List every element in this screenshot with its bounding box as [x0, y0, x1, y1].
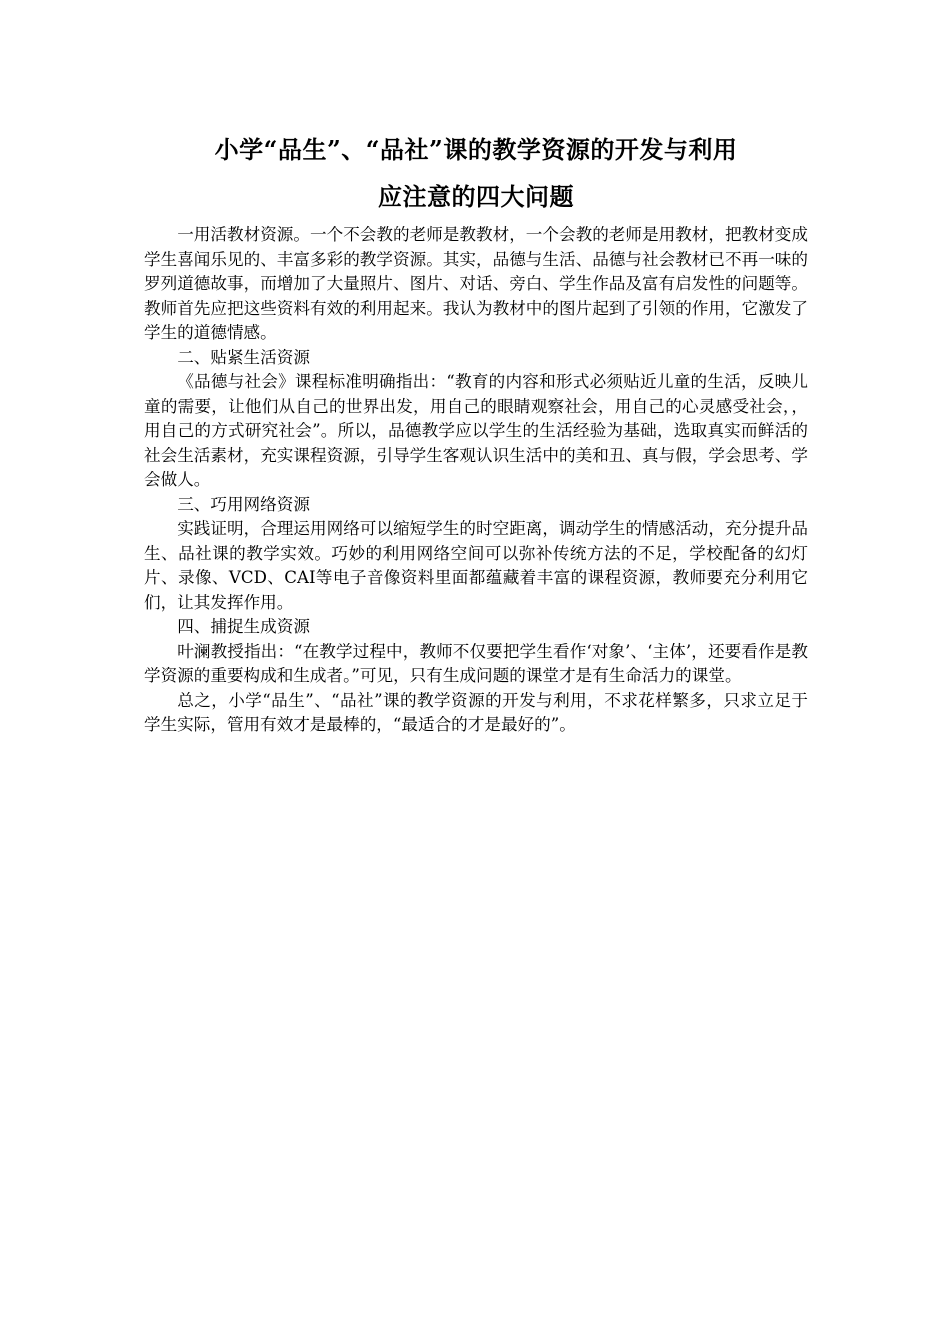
section-heading-2: 二、贴紧生活资源 [177, 347, 310, 367]
paragraph-3: 实践证明，合理运用网络可以缩短学生的时空距离，调动学生的情感活动，充分提升品生、品社课的教学实效。巧妙的利用网络空间可以弥补传统方法的不足，学校配备的幻灯片、录像、VCD、CAI等电子音像资料里面都蕴藏着丰富的课程资源，教师要充分利用它们，让其发挥作用。 [144, 519, 808, 612]
paragraph-conclusion: 总之，小学“品生”、“品社”课的教学资源的开发与利用，不求花样繁多，只求立足于学生实际，管用有效才是最棒的，“最适合的才是最好的”。 [144, 690, 808, 734]
paragraph-1: 一用活教材资源。一个不会教的老师是教教材，一个会教的老师是用教材，把教材变成学生喜闻乐见的、丰富多彩的教学资源。其实，品德与生活、品德与社会教材已不再一味的罗列道德故事，而增加了大量照片、图片、对话、旁白、学生作品及富有启发性的问题等。教师首先应把这些资料有效的利用起来。我认为教材中的图片起到了引领的作用，它激发了学生的道德情感。 [144, 225, 808, 342]
section-heading-3: 三、巧用网络资源 [177, 494, 310, 514]
paragraph-2: 《品德与社会》课程标准明确指出：“教育的内容和形式必须贴近儿童的生活，反映儿童的需要，让他们从自己的世界出发，用自己的眼睛观察社会，用自己的心灵感受社会，，用自己的方式研究社会”。所以，品德教学应以学生的生活经验为基础，选取真实而鲜活的社会生活素材，充实课程资源，引导学生客观认识生活中的美和丑、真与假，学会思考、学会做人。 [144, 372, 808, 489]
section-heading-4: 四、捕捉生成资源 [177, 617, 310, 636]
paragraph-4: 叶澜教授指出：“在教学过程中，教师不仅要把学生看作‘对象’、‘主体’，还要看作是教学资源的重要构成和生成者。”可见，只有生成问题的课堂才是有生命活力的课堂。 [144, 641, 808, 685]
document-title-line1: 小学“品生”、“品社”课的教学资源的开发与利用 [214, 135, 738, 164]
document-page [144, 128, 808, 738]
document-title-line2: 应注意的四大问题 [378, 182, 574, 211]
